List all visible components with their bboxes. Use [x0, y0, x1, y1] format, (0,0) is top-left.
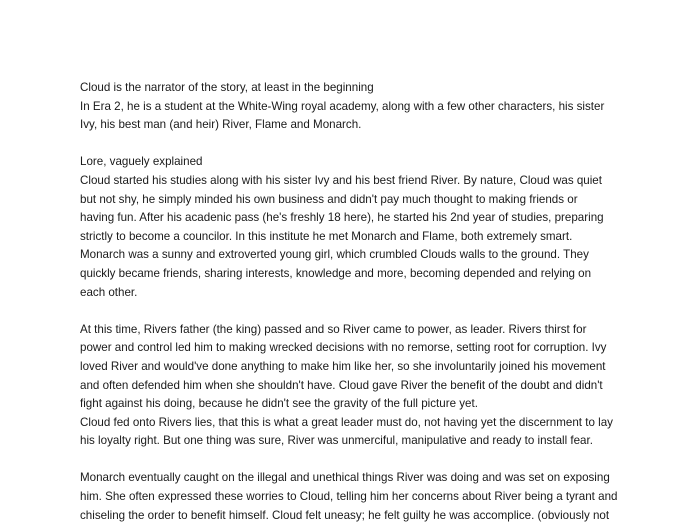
text-line: Monarch eventually caught on the illegal and unethical things River was doing and was set on exposing [80, 471, 610, 485]
text-line: fight against his doing, because he didn't see the gravity of the full picture yet. [80, 397, 478, 411]
text-line: Monarch was a sunny and extroverted young girl, which crumbled Clouds walls to the ground. They [80, 248, 589, 262]
paragraph-spacer [80, 451, 610, 470]
river-paragraph [80, 321, 613, 451]
text-line: Cloud fed onto Rivers lies, that this is what a great leader must do, not having yet the discernment to lay [80, 415, 613, 429]
section-heading: Lore, vaguely explained [80, 155, 203, 169]
text-line: strictly to become a councilor. In this institute he met Monarch and Flame, both extremely smart. [80, 229, 573, 243]
intro-paragraph [80, 79, 610, 135]
text-line: and often defended him when she shouldn't have. Cloud gave River the benefit of the doubt and didn't [80, 378, 603, 392]
paragraph-spacer [80, 302, 610, 321]
text-line: quickly became friends, sharing interests, knowledge and more, becoming depended and relying on [80, 266, 592, 280]
document-body [80, 79, 618, 525]
text-line: but not shy, he simply minded his own business and didn't pay much thought to making friends or [80, 192, 578, 206]
text-line: each other. [80, 285, 138, 299]
text-line: Ivy, his best man (and heir) River, Flame and Monarch. [80, 118, 362, 132]
paragraph-spacer [80, 135, 610, 154]
text-line: Cloud is the narrator of the story, at least in the beginning [80, 81, 374, 94]
text-line: power and control led him to making wrecked decisions with no remorse, setting root for corruption. Ivy [80, 341, 607, 355]
text-line: chiseling the order to benefit himself. Cloud felt uneasy; he felt guilty he was accomplice. (obviously not [80, 508, 610, 522]
text-line: In Era 2, he is a student at the White-Wing royal academy, along with a few other characters, his sister [80, 99, 605, 113]
text-line: loved River and would've done anything to make him like her, so she involuntarily joined his movement [80, 359, 606, 373]
text-line: his loyalty right. But one thing was sure, River was unmerciful, manipulative and ready to install fear. [80, 434, 593, 448]
text-line: having fun. After his acadenic pass (he's freshly 18 here), he started his 2nd year of studies, preparing [80, 211, 604, 225]
lore-section [80, 153, 610, 302]
text-line: him. She often expressed these worries to Cloud, telling him her concerns about River being a tyrant and [80, 490, 618, 504]
monarch-paragraph [80, 469, 618, 525]
text-line: At this time, Rivers father (the king) passed and so River came to power, as leader. Rivers thirst for [80, 322, 587, 336]
text-line: Cloud started his studies along with his sister Ivy and his best friend River. By nature, Cloud was quiet [80, 173, 602, 187]
